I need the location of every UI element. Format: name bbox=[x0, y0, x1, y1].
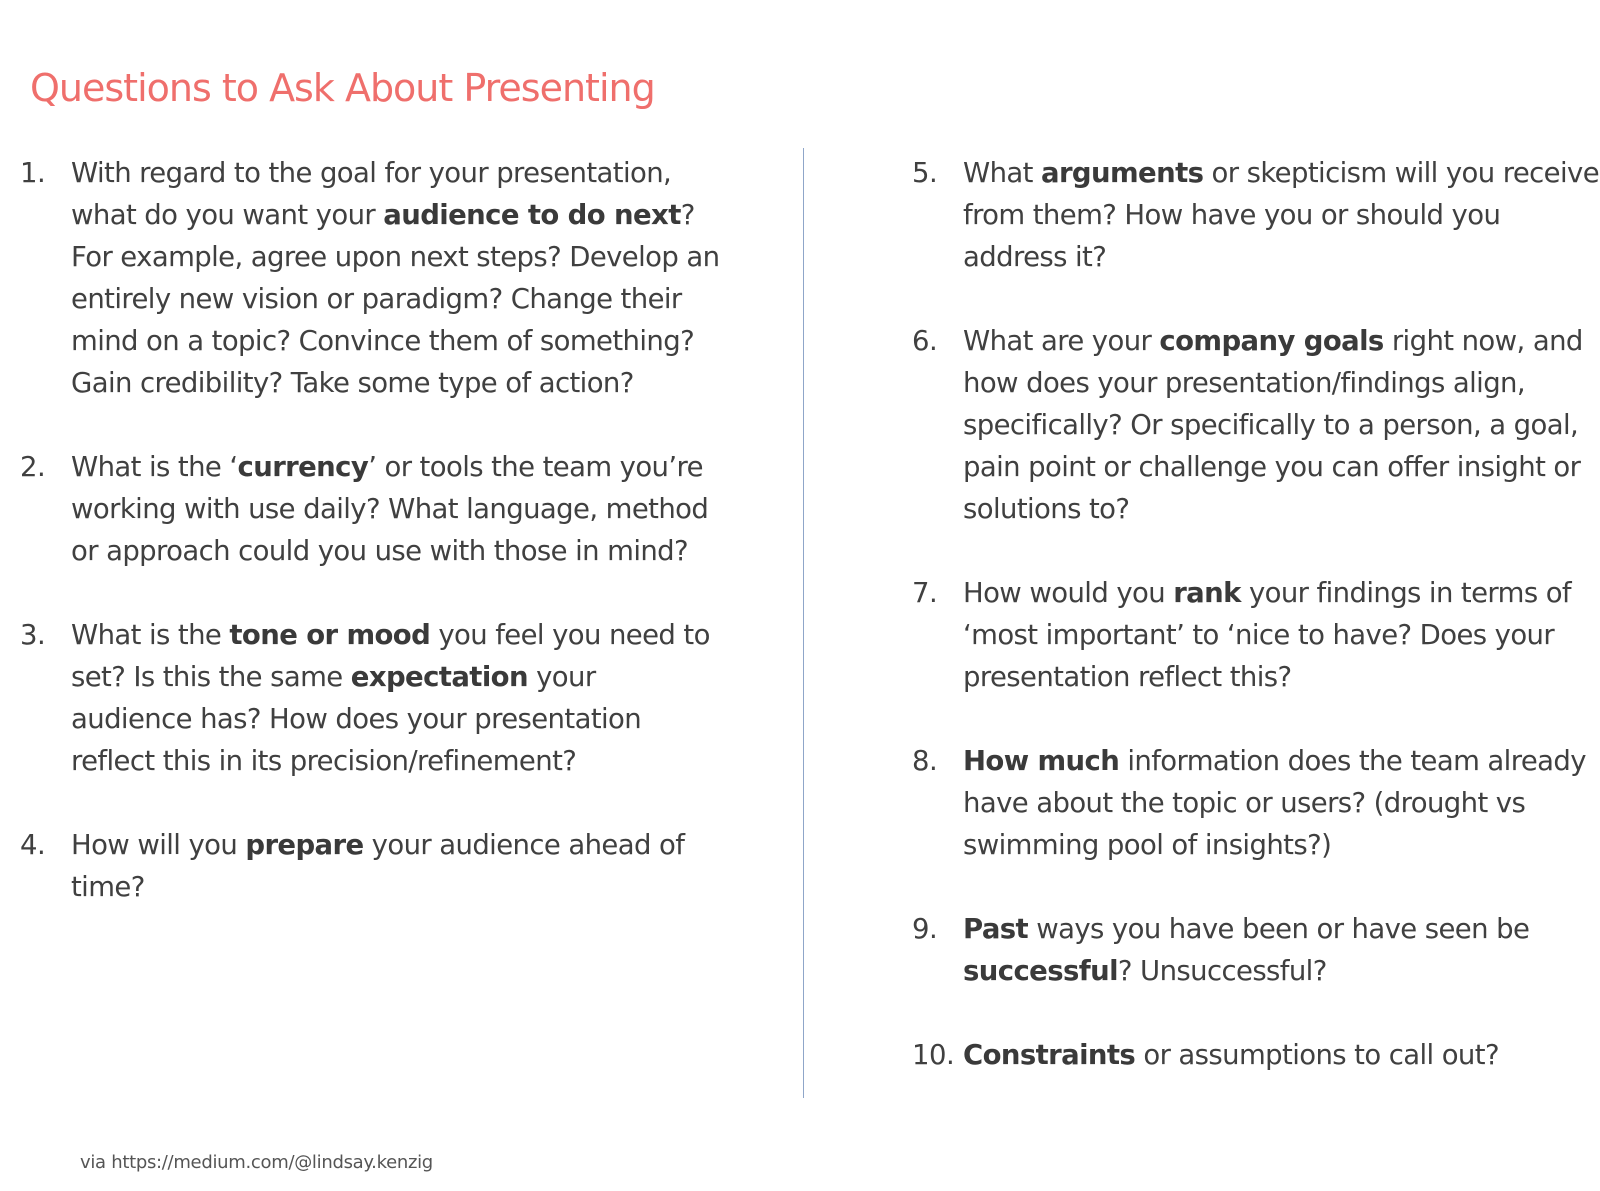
question-text-run: How would you bbox=[963, 577, 1174, 609]
question-emphasis: rank bbox=[1173, 577, 1241, 609]
question-item bbox=[20, 152, 720, 404]
question-number: 7. bbox=[912, 577, 938, 609]
question-emphasis: Past bbox=[963, 913, 1029, 945]
question-text-run: information does the team already have about the topic or users? (drought vs swimming pool of insights?) bbox=[963, 745, 1586, 861]
question-emphasis: company goals bbox=[1159, 325, 1384, 357]
question-text-run: your findings in terms of ‘most important’ to ‘nice to have? Does your presentation reflect this? bbox=[963, 577, 1572, 693]
question-text-run: What bbox=[963, 157, 1041, 189]
question-text bbox=[963, 913, 1529, 987]
question-text-run: How will you bbox=[71, 829, 246, 861]
question-item bbox=[912, 320, 1600, 530]
question-emphasis: tone or mood bbox=[229, 619, 431, 651]
question-list-right bbox=[912, 152, 1600, 1118]
question-number: 6. bbox=[912, 325, 938, 357]
question-text bbox=[963, 325, 1583, 525]
question-item bbox=[912, 152, 1600, 278]
page-title: Questions to Ask About Presenting bbox=[30, 66, 655, 110]
question-text bbox=[71, 619, 710, 777]
source-credit: via https://medium.com/@lindsay.kenzig bbox=[80, 1152, 433, 1173]
question-number: 3. bbox=[20, 619, 46, 651]
question-text-run: What is the ‘ bbox=[71, 451, 238, 483]
question-emphasis: How much bbox=[963, 745, 1120, 777]
question-emphasis: Constraints bbox=[963, 1039, 1136, 1071]
question-number: 5. bbox=[912, 157, 938, 189]
question-text-run: With regard to the goal for your presentation, what do you want your bbox=[71, 157, 672, 231]
question-text-run: ’ or tools the team you’re working with use daily? What language, method or approach could you use with those in mind? bbox=[71, 451, 709, 567]
question-emphasis: successful bbox=[963, 955, 1118, 987]
question-text bbox=[71, 451, 708, 567]
question-text-run: your audience ahead of time? bbox=[71, 829, 685, 903]
question-text-run: your audience has? How does your presentation reflect this in its precision/refinement? bbox=[71, 661, 642, 777]
question-text bbox=[71, 157, 719, 399]
question-item bbox=[912, 740, 1600, 866]
question-number: 4. bbox=[20, 829, 46, 861]
question-item bbox=[912, 572, 1600, 698]
question-item bbox=[912, 908, 1600, 992]
question-text-run: What are your bbox=[963, 325, 1160, 357]
question-text-run: ? For example, agree upon next steps? Develop an entirely new vision or paradigm? Change their mind on a topic? Convince them of something? Gain credibility? Take some type of action? bbox=[71, 199, 720, 399]
question-emphasis: currency bbox=[237, 451, 369, 483]
question-text bbox=[71, 829, 684, 903]
question-emphasis: audience to do next bbox=[383, 199, 681, 231]
question-emphasis: arguments bbox=[1041, 157, 1204, 189]
question-text bbox=[963, 745, 1586, 861]
question-text bbox=[963, 577, 1571, 693]
question-number: 2. bbox=[20, 451, 46, 483]
question-text-run: you feel you need to set? Is this the same bbox=[71, 619, 710, 693]
question-emphasis: expectation bbox=[350, 661, 528, 693]
question-item bbox=[20, 614, 720, 782]
question-text-run: or skepticism will you receive from them? How have you or should you address it? bbox=[963, 157, 1600, 273]
question-item bbox=[20, 446, 720, 572]
question-text bbox=[963, 1039, 1499, 1071]
column-divider bbox=[803, 148, 804, 1098]
question-list-left bbox=[20, 152, 720, 908]
question-emphasis: prepare bbox=[245, 829, 364, 861]
question-item bbox=[20, 824, 720, 908]
question-number: 8. bbox=[912, 745, 938, 777]
question-number: 10. bbox=[912, 1039, 955, 1071]
question-text-run: ? Unsuccessful? bbox=[1117, 955, 1327, 987]
question-text-run: ways you have been or have seen be bbox=[1028, 913, 1530, 945]
question-text-run: right now, and how does your presentation/findings align, specifically? Or specifically to a person, a goal, pain point or challenge you can offer insight or solutions to? bbox=[963, 325, 1583, 525]
question-text bbox=[963, 157, 1599, 273]
question-item bbox=[912, 1034, 1600, 1076]
question-text-run: What is the bbox=[71, 619, 230, 651]
question-number: 1. bbox=[20, 157, 46, 189]
question-text-run: or assumptions to call out? bbox=[1135, 1039, 1499, 1071]
question-number: 9. bbox=[912, 913, 938, 945]
